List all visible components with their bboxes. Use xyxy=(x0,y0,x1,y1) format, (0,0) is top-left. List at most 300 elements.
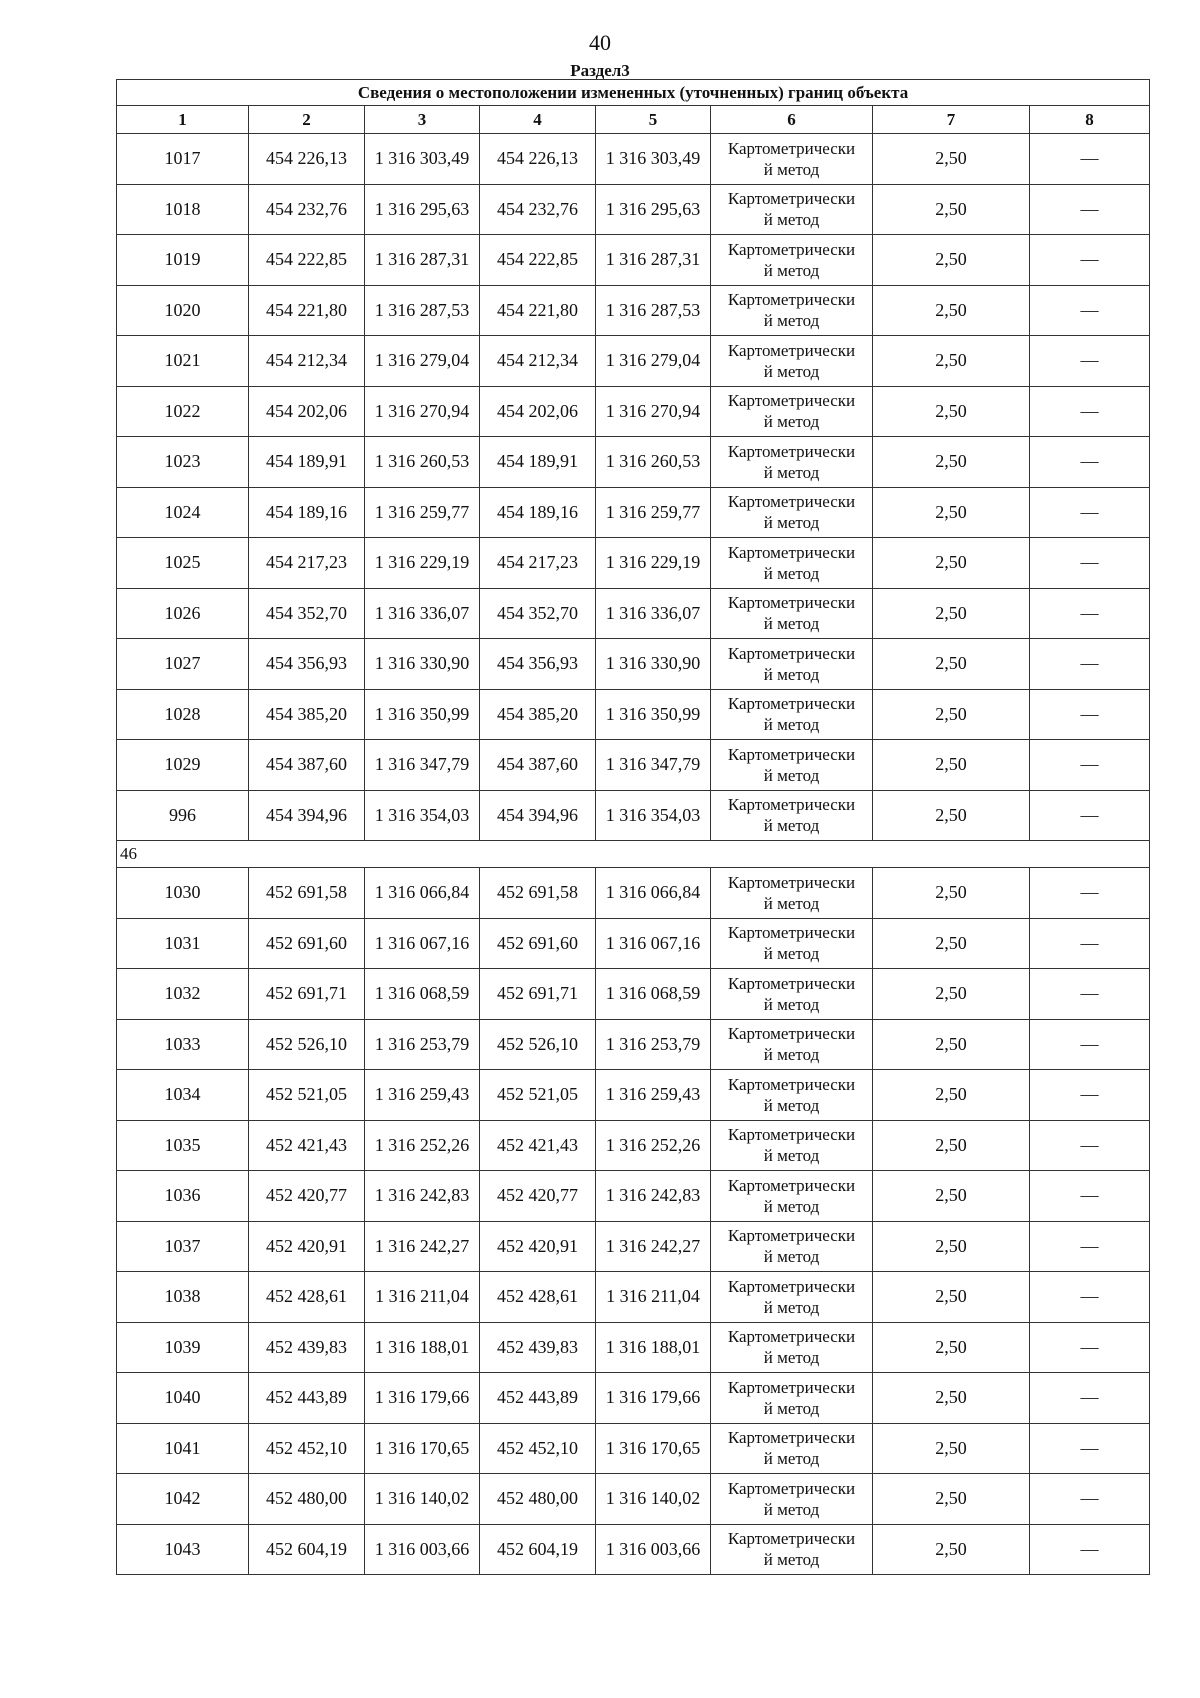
table-row xyxy=(117,588,1150,639)
method-cell xyxy=(711,1019,873,1070)
table-row xyxy=(117,1272,1150,1323)
accuracy-cell: 2,50 xyxy=(873,1322,1030,1373)
method-line-2: й метод xyxy=(763,1449,820,1469)
method-line-2: й метод xyxy=(763,1550,820,1570)
x-old-cell: 454 352,70 xyxy=(249,588,365,639)
table-row xyxy=(117,1524,1150,1575)
method-cell xyxy=(711,134,873,185)
x-new-cell: 454 352,70 xyxy=(480,588,596,639)
table-row xyxy=(117,790,1150,841)
y-old-cell: 1 316 354,03 xyxy=(365,790,480,841)
x-old-cell: 452 421,43 xyxy=(249,1120,365,1171)
y-old-cell: 1 316 179,66 xyxy=(365,1373,480,1424)
description-cell: — xyxy=(1030,689,1150,740)
method-cell xyxy=(711,184,873,235)
method-line-2: й метод xyxy=(763,994,820,1014)
method-cell xyxy=(711,1322,873,1373)
point-number-cell: 1032 xyxy=(117,969,249,1020)
y-new-cell: 1 316 229,19 xyxy=(596,538,711,589)
table-row xyxy=(117,184,1150,235)
method-line-2: й метод xyxy=(763,513,820,533)
y-old-cell: 1 316 350,99 xyxy=(365,689,480,740)
method-cell xyxy=(711,1524,873,1575)
y-old-cell: 1 316 252,26 xyxy=(365,1120,480,1171)
y-new-cell: 1 316 003,66 xyxy=(596,1524,711,1575)
method-line-2: й метод xyxy=(763,816,820,836)
point-number-cell: 1042 xyxy=(117,1474,249,1525)
description-cell: — xyxy=(1030,790,1150,841)
description-cell: — xyxy=(1030,1221,1150,1272)
table-row xyxy=(117,969,1150,1020)
method-line-2: й метод xyxy=(763,1247,820,1267)
y-old-cell: 1 316 242,83 xyxy=(365,1171,480,1222)
accuracy-cell: 2,50 xyxy=(873,1120,1030,1171)
y-new-cell: 1 316 270,94 xyxy=(596,386,711,437)
y-new-cell: 1 316 259,77 xyxy=(596,487,711,538)
accuracy-cell: 2,50 xyxy=(873,184,1030,235)
y-old-cell: 1 316 270,94 xyxy=(365,386,480,437)
x-new-cell: 452 420,77 xyxy=(480,1171,596,1222)
method-line-2: й метод xyxy=(763,1146,820,1166)
table-row xyxy=(117,437,1150,488)
y-new-cell: 1 316 253,79 xyxy=(596,1019,711,1070)
description-cell: — xyxy=(1030,1474,1150,1525)
y-old-cell: 1 316 242,27 xyxy=(365,1221,480,1272)
description-cell: — xyxy=(1030,588,1150,639)
y-new-cell: 1 316 140,02 xyxy=(596,1474,711,1525)
method-line-2: й метод xyxy=(763,1196,820,1216)
method-line-2: й метод xyxy=(763,159,820,179)
y-old-cell: 1 316 068,59 xyxy=(365,969,480,1020)
method-line-2: й метод xyxy=(763,311,820,331)
y-old-cell: 1 316 066,84 xyxy=(365,868,480,919)
x-new-cell: 454 387,60 xyxy=(480,740,596,791)
method-line-1: Картометрически xyxy=(727,542,856,562)
x-old-cell: 454 217,23 xyxy=(249,538,365,589)
y-new-cell: 1 316 067,16 xyxy=(596,918,711,969)
column-number-2: 2 xyxy=(249,106,365,134)
method-cell xyxy=(711,538,873,589)
x-new-cell: 454 222,85 xyxy=(480,235,596,286)
method-line-1: Картометрически xyxy=(727,239,856,259)
y-old-cell: 1 316 229,19 xyxy=(365,538,480,589)
method-line-2: й метод xyxy=(763,1398,820,1418)
method-line-1: Картометрически xyxy=(727,1074,856,1094)
method-cell xyxy=(711,1373,873,1424)
method-line-2: й метод xyxy=(763,361,820,381)
method-line-2: й метод xyxy=(763,563,820,583)
x-old-cell: 452 604,19 xyxy=(249,1524,365,1575)
column-number-1: 1 xyxy=(117,106,249,134)
accuracy-cell: 2,50 xyxy=(873,1474,1030,1525)
x-old-cell: 454 212,34 xyxy=(249,336,365,387)
y-new-cell: 1 316 188,01 xyxy=(596,1322,711,1373)
point-number-cell: 1018 xyxy=(117,184,249,235)
method-line-2: й метод xyxy=(763,1297,820,1317)
point-number-cell: 1021 xyxy=(117,336,249,387)
x-new-cell: 452 452,10 xyxy=(480,1423,596,1474)
accuracy-cell: 2,50 xyxy=(873,790,1030,841)
method-line-1: Картометрически xyxy=(727,391,856,411)
method-line-1: Картометрически xyxy=(727,795,856,815)
x-old-cell: 454 222,85 xyxy=(249,235,365,286)
y-new-cell: 1 316 170,65 xyxy=(596,1423,711,1474)
accuracy-cell: 2,50 xyxy=(873,437,1030,488)
y-new-cell: 1 316 242,27 xyxy=(596,1221,711,1272)
point-number-cell: 1025 xyxy=(117,538,249,589)
group-label: 46 xyxy=(117,841,1150,868)
table-row xyxy=(117,336,1150,387)
description-cell: — xyxy=(1030,134,1150,185)
method-line-1: Картометрически xyxy=(727,1276,856,1296)
method-cell xyxy=(711,868,873,919)
accuracy-cell: 2,50 xyxy=(873,740,1030,791)
point-number-cell: 1031 xyxy=(117,918,249,969)
x-new-cell: 452 439,83 xyxy=(480,1322,596,1373)
method-cell xyxy=(711,1474,873,1525)
description-cell: — xyxy=(1030,868,1150,919)
y-new-cell: 1 316 287,31 xyxy=(596,235,711,286)
method-cell xyxy=(711,285,873,336)
accuracy-cell: 2,50 xyxy=(873,538,1030,589)
description-cell: — xyxy=(1030,336,1150,387)
description-cell: — xyxy=(1030,1423,1150,1474)
method-line-1: Картометрически xyxy=(727,694,856,714)
table-row xyxy=(117,386,1150,437)
method-line-2: й метод xyxy=(763,462,820,482)
table-row xyxy=(117,134,1150,185)
table-body xyxy=(117,134,1150,1575)
x-old-cell: 454 356,93 xyxy=(249,639,365,690)
table-row xyxy=(117,740,1150,791)
column-number-7: 7 xyxy=(873,106,1030,134)
y-old-cell: 1 316 287,53 xyxy=(365,285,480,336)
table-row xyxy=(117,1070,1150,1121)
table-row xyxy=(117,639,1150,690)
description-cell: — xyxy=(1030,235,1150,286)
point-number-cell: 1033 xyxy=(117,1019,249,1070)
x-new-cell: 454 221,80 xyxy=(480,285,596,336)
method-cell xyxy=(711,689,873,740)
method-line-2: й метод xyxy=(763,765,820,785)
x-new-cell: 454 202,06 xyxy=(480,386,596,437)
x-new-cell: 454 356,93 xyxy=(480,639,596,690)
x-old-cell: 454 221,80 xyxy=(249,285,365,336)
y-old-cell: 1 316 067,16 xyxy=(365,918,480,969)
table-row xyxy=(117,538,1150,589)
method-line-1: Картометрически xyxy=(727,593,856,613)
boundary-coordinates-table xyxy=(116,79,1150,1575)
x-new-cell: 454 189,91 xyxy=(480,437,596,488)
method-line-1: Картометрически xyxy=(727,290,856,310)
accuracy-cell: 2,50 xyxy=(873,639,1030,690)
y-new-cell: 1 316 336,07 xyxy=(596,588,711,639)
description-cell: — xyxy=(1030,437,1150,488)
method-line-1: Картометрически xyxy=(727,1327,856,1347)
y-old-cell: 1 316 330,90 xyxy=(365,639,480,690)
x-new-cell: 454 385,20 xyxy=(480,689,596,740)
x-old-cell: 454 226,13 xyxy=(249,134,365,185)
x-old-cell: 454 394,96 xyxy=(249,790,365,841)
x-old-cell: 452 439,83 xyxy=(249,1322,365,1373)
method-cell xyxy=(711,1171,873,1222)
point-number-cell: 1029 xyxy=(117,740,249,791)
table-row xyxy=(117,1120,1150,1171)
method-cell xyxy=(711,740,873,791)
accuracy-cell: 2,50 xyxy=(873,1221,1030,1272)
description-cell: — xyxy=(1030,1019,1150,1070)
method-cell xyxy=(711,336,873,387)
accuracy-cell: 2,50 xyxy=(873,386,1030,437)
method-line-2: й метод xyxy=(763,1095,820,1115)
x-old-cell: 454 385,20 xyxy=(249,689,365,740)
x-new-cell: 452 691,71 xyxy=(480,969,596,1020)
x-new-cell: 452 526,10 xyxy=(480,1019,596,1070)
column-number-8: 8 xyxy=(1030,106,1150,134)
x-old-cell: 454 232,76 xyxy=(249,184,365,235)
method-line-1: Картометрически xyxy=(727,923,856,943)
x-new-cell: 452 691,60 xyxy=(480,918,596,969)
accuracy-cell: 2,50 xyxy=(873,1373,1030,1424)
x-new-cell: 452 691,58 xyxy=(480,868,596,919)
x-old-cell: 452 521,05 xyxy=(249,1070,365,1121)
method-line-1: Картометрически xyxy=(727,340,856,360)
method-line-2: й метод xyxy=(763,1348,820,1368)
point-number-cell: 1041 xyxy=(117,1423,249,1474)
y-new-cell: 1 316 287,53 xyxy=(596,285,711,336)
y-old-cell: 1 316 140,02 xyxy=(365,1474,480,1525)
table-row xyxy=(117,1322,1150,1373)
method-line-1: Картометрически xyxy=(727,189,856,209)
x-new-cell: 454 226,13 xyxy=(480,134,596,185)
y-old-cell: 1 316 170,65 xyxy=(365,1423,480,1474)
point-number-cell: 1019 xyxy=(117,235,249,286)
x-new-cell: 454 217,23 xyxy=(480,538,596,589)
method-line-1: Картометрически xyxy=(727,643,856,663)
x-old-cell: 452 443,89 xyxy=(249,1373,365,1424)
method-line-1: Картометрически xyxy=(727,1175,856,1195)
accuracy-cell: 2,50 xyxy=(873,969,1030,1020)
description-cell: — xyxy=(1030,1373,1150,1424)
description-cell: — xyxy=(1030,538,1150,589)
method-cell xyxy=(711,487,873,538)
page-number: 40 xyxy=(589,30,611,55)
accuracy-cell: 2,50 xyxy=(873,235,1030,286)
table-row xyxy=(117,918,1150,969)
point-number-cell: 1023 xyxy=(117,437,249,488)
point-number-cell: 1040 xyxy=(117,1373,249,1424)
y-old-cell: 1 316 259,77 xyxy=(365,487,480,538)
method-cell xyxy=(711,235,873,286)
x-old-cell: 452 691,71 xyxy=(249,969,365,1020)
accuracy-cell: 2,50 xyxy=(873,134,1030,185)
accuracy-cell: 2,50 xyxy=(873,918,1030,969)
x-new-cell: 454 189,16 xyxy=(480,487,596,538)
column-number-3: 3 xyxy=(365,106,480,134)
x-new-cell: 452 480,00 xyxy=(480,1474,596,1525)
table-row xyxy=(117,487,1150,538)
point-number-cell: 1028 xyxy=(117,689,249,740)
column-number-5: 5 xyxy=(596,106,711,134)
method-line-1: Картометрически xyxy=(727,1024,856,1044)
method-line-2: й метод xyxy=(763,944,820,964)
method-line-2: й метод xyxy=(763,614,820,634)
method-line-1: Картометрически xyxy=(727,138,856,158)
accuracy-cell: 2,50 xyxy=(873,1171,1030,1222)
method-line-1: Картометрически xyxy=(727,744,856,764)
point-number-cell: 1035 xyxy=(117,1120,249,1171)
x-new-cell: 454 232,76 xyxy=(480,184,596,235)
method-line-2: й метод xyxy=(763,1045,820,1065)
x-old-cell: 452 691,60 xyxy=(249,918,365,969)
table-row xyxy=(117,1474,1150,1525)
method-line-2: й метод xyxy=(763,893,820,913)
method-cell xyxy=(711,1272,873,1323)
method-line-2: й метод xyxy=(763,664,820,684)
description-cell: — xyxy=(1030,918,1150,969)
method-cell xyxy=(711,437,873,488)
method-line-1: Картометрически xyxy=(727,1125,856,1145)
table-row xyxy=(117,868,1150,919)
description-cell: — xyxy=(1030,1272,1150,1323)
point-number-cell: 1039 xyxy=(117,1322,249,1373)
description-cell: — xyxy=(1030,285,1150,336)
method-line-1: Картометрически xyxy=(727,872,856,892)
method-line-2: й метод xyxy=(763,715,820,735)
x-old-cell: 454 387,60 xyxy=(249,740,365,791)
point-number-cell: 1020 xyxy=(117,285,249,336)
method-cell xyxy=(711,1221,873,1272)
accuracy-cell: 2,50 xyxy=(873,336,1030,387)
y-old-cell: 1 316 188,01 xyxy=(365,1322,480,1373)
table-row xyxy=(117,235,1150,286)
method-line-1: Картометрически xyxy=(727,1478,856,1498)
y-old-cell: 1 316 336,07 xyxy=(365,588,480,639)
method-line-1: Картометрически xyxy=(727,1377,856,1397)
method-line-2: й метод xyxy=(763,412,820,432)
point-number-cell: 1027 xyxy=(117,639,249,690)
description-cell: — xyxy=(1030,386,1150,437)
x-new-cell: 452 443,89 xyxy=(480,1373,596,1424)
y-old-cell: 1 316 295,63 xyxy=(365,184,480,235)
x-new-cell: 454 394,96 xyxy=(480,790,596,841)
accuracy-cell: 2,50 xyxy=(873,487,1030,538)
description-cell: — xyxy=(1030,740,1150,791)
x-new-cell: 452 428,61 xyxy=(480,1272,596,1323)
y-new-cell: 1 316 259,43 xyxy=(596,1070,711,1121)
accuracy-cell: 2,50 xyxy=(873,868,1030,919)
accuracy-cell: 2,50 xyxy=(873,1524,1030,1575)
method-cell xyxy=(711,1070,873,1121)
description-cell: — xyxy=(1030,487,1150,538)
table-row xyxy=(117,1373,1150,1424)
table-row xyxy=(117,1221,1150,1272)
column-number-4: 4 xyxy=(480,106,596,134)
y-new-cell: 1 316 295,63 xyxy=(596,184,711,235)
point-number-cell: 1026 xyxy=(117,588,249,639)
y-new-cell: 1 316 279,04 xyxy=(596,336,711,387)
accuracy-cell: 2,50 xyxy=(873,1070,1030,1121)
accuracy-cell: 2,50 xyxy=(873,689,1030,740)
accuracy-cell: 2,50 xyxy=(873,285,1030,336)
x-old-cell: 452 452,10 xyxy=(249,1423,365,1474)
table-row xyxy=(117,285,1150,336)
y-old-cell: 1 316 259,43 xyxy=(365,1070,480,1121)
point-number-cell: 1022 xyxy=(117,386,249,437)
y-old-cell: 1 316 303,49 xyxy=(365,134,480,185)
description-cell: — xyxy=(1030,1070,1150,1121)
description-cell: — xyxy=(1030,1171,1150,1222)
method-cell xyxy=(711,1120,873,1171)
description-cell: — xyxy=(1030,1524,1150,1575)
y-new-cell: 1 316 179,66 xyxy=(596,1373,711,1424)
point-number-cell: 1034 xyxy=(117,1070,249,1121)
point-number-cell: 1030 xyxy=(117,868,249,919)
x-old-cell: 452 480,00 xyxy=(249,1474,365,1525)
point-number-cell: 1024 xyxy=(117,487,249,538)
section-title: Раздел3 xyxy=(570,61,630,80)
y-new-cell: 1 316 211,04 xyxy=(596,1272,711,1323)
x-old-cell: 452 420,91 xyxy=(249,1221,365,1272)
x-new-cell: 452 604,19 xyxy=(480,1524,596,1575)
point-number-cell: 1038 xyxy=(117,1272,249,1323)
method-cell xyxy=(711,1423,873,1474)
x-new-cell: 452 421,43 xyxy=(480,1120,596,1171)
description-cell: — xyxy=(1030,1322,1150,1373)
point-number-cell: 1036 xyxy=(117,1171,249,1222)
point-number-cell: 1043 xyxy=(117,1524,249,1575)
x-old-cell: 454 202,06 xyxy=(249,386,365,437)
description-cell: — xyxy=(1030,639,1150,690)
description-cell: — xyxy=(1030,969,1150,1020)
method-line-1: Картометрически xyxy=(727,973,856,993)
method-cell xyxy=(711,918,873,969)
y-new-cell: 1 316 252,26 xyxy=(596,1120,711,1171)
method-line-1: Картометрически xyxy=(727,1529,856,1549)
method-cell xyxy=(711,639,873,690)
description-cell: — xyxy=(1030,1120,1150,1171)
x-old-cell: 452 526,10 xyxy=(249,1019,365,1070)
y-new-cell: 1 316 242,83 xyxy=(596,1171,711,1222)
method-line-2: й метод xyxy=(763,260,820,280)
x-new-cell: 452 420,91 xyxy=(480,1221,596,1272)
point-number-cell: 996 xyxy=(117,790,249,841)
table-row xyxy=(117,689,1150,740)
point-number-cell: 1037 xyxy=(117,1221,249,1272)
y-new-cell: 1 316 303,49 xyxy=(596,134,711,185)
x-old-cell: 454 189,16 xyxy=(249,487,365,538)
table-row xyxy=(117,1423,1150,1474)
point-number-cell: 1017 xyxy=(117,134,249,185)
y-new-cell: 1 316 066,84 xyxy=(596,868,711,919)
y-old-cell: 1 316 003,66 xyxy=(365,1524,480,1575)
y-new-cell: 1 316 354,03 xyxy=(596,790,711,841)
table-caption: Сведения о местоположении измененных (уточненных) границ объекта xyxy=(117,80,1150,106)
column-number-6: 6 xyxy=(711,106,873,134)
y-old-cell: 1 316 287,31 xyxy=(365,235,480,286)
method-line-1: Картометрически xyxy=(727,492,856,512)
group-label-row xyxy=(117,841,1150,868)
y-old-cell: 1 316 279,04 xyxy=(365,336,480,387)
table-row xyxy=(117,1019,1150,1070)
y-new-cell: 1 316 068,59 xyxy=(596,969,711,1020)
x-old-cell: 452 420,77 xyxy=(249,1171,365,1222)
method-cell xyxy=(711,588,873,639)
method-cell xyxy=(711,790,873,841)
accuracy-cell: 2,50 xyxy=(873,1019,1030,1070)
y-new-cell: 1 316 260,53 xyxy=(596,437,711,488)
accuracy-cell: 2,50 xyxy=(873,1423,1030,1474)
